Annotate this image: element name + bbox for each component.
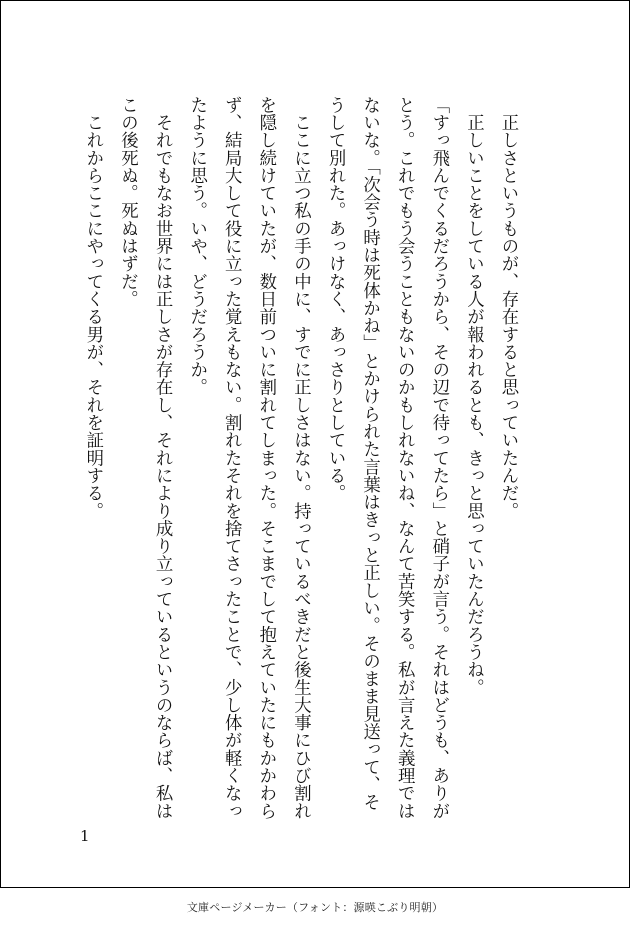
paragraph-3: 「すっ飛んでくるだろうから、その辺で待ってたら」と硝子が言う。それはどうも、ありがとう。これでもう会うこともないのかもしれないね、なんて苦笑する。私が言えた義理ではないな。「次会う時は死体かね」とかけられた言葉はきっと正しい。そのまま見送って、そうして別れた。あっけなく、あっさりとしている。: [325, 96, 449, 820]
footer-credit: 文庫ページメーカー（フォント：源暎こぶり明朝）: [186, 901, 444, 914]
paragraph-1: 正しさというものが、存在すると思っていたんだ。: [498, 96, 518, 520]
paragraph-6: これからここにやってくる男が、それを証明する。: [82, 96, 103, 520]
paragraph-5: それでもなお世界には正しさが存在し、それにより成り立っているというのならば、私はこの後死ぬ。死ぬはずだ。: [117, 96, 173, 820]
paragraph-4: ここに立つ私の手の中に、すでに正しさはない。持っているべきだと後生大事にひび割れを隠し続けていたが、数日前ついに割れてしまった。そこまでして抱えていたにもかかわらず、結局大して役に立った覚えもない。割れたそれを捨てさったことで、少し体が軽くなったように思う。いや、どうだろうか。: [186, 96, 311, 820]
vertical-body-text: [75, 96, 525, 826]
paragraph-2: 正しいことをしている人が報われるとも、きっと思っていたんだろうね。: [463, 96, 484, 697]
page-number: 1: [80, 827, 90, 845]
